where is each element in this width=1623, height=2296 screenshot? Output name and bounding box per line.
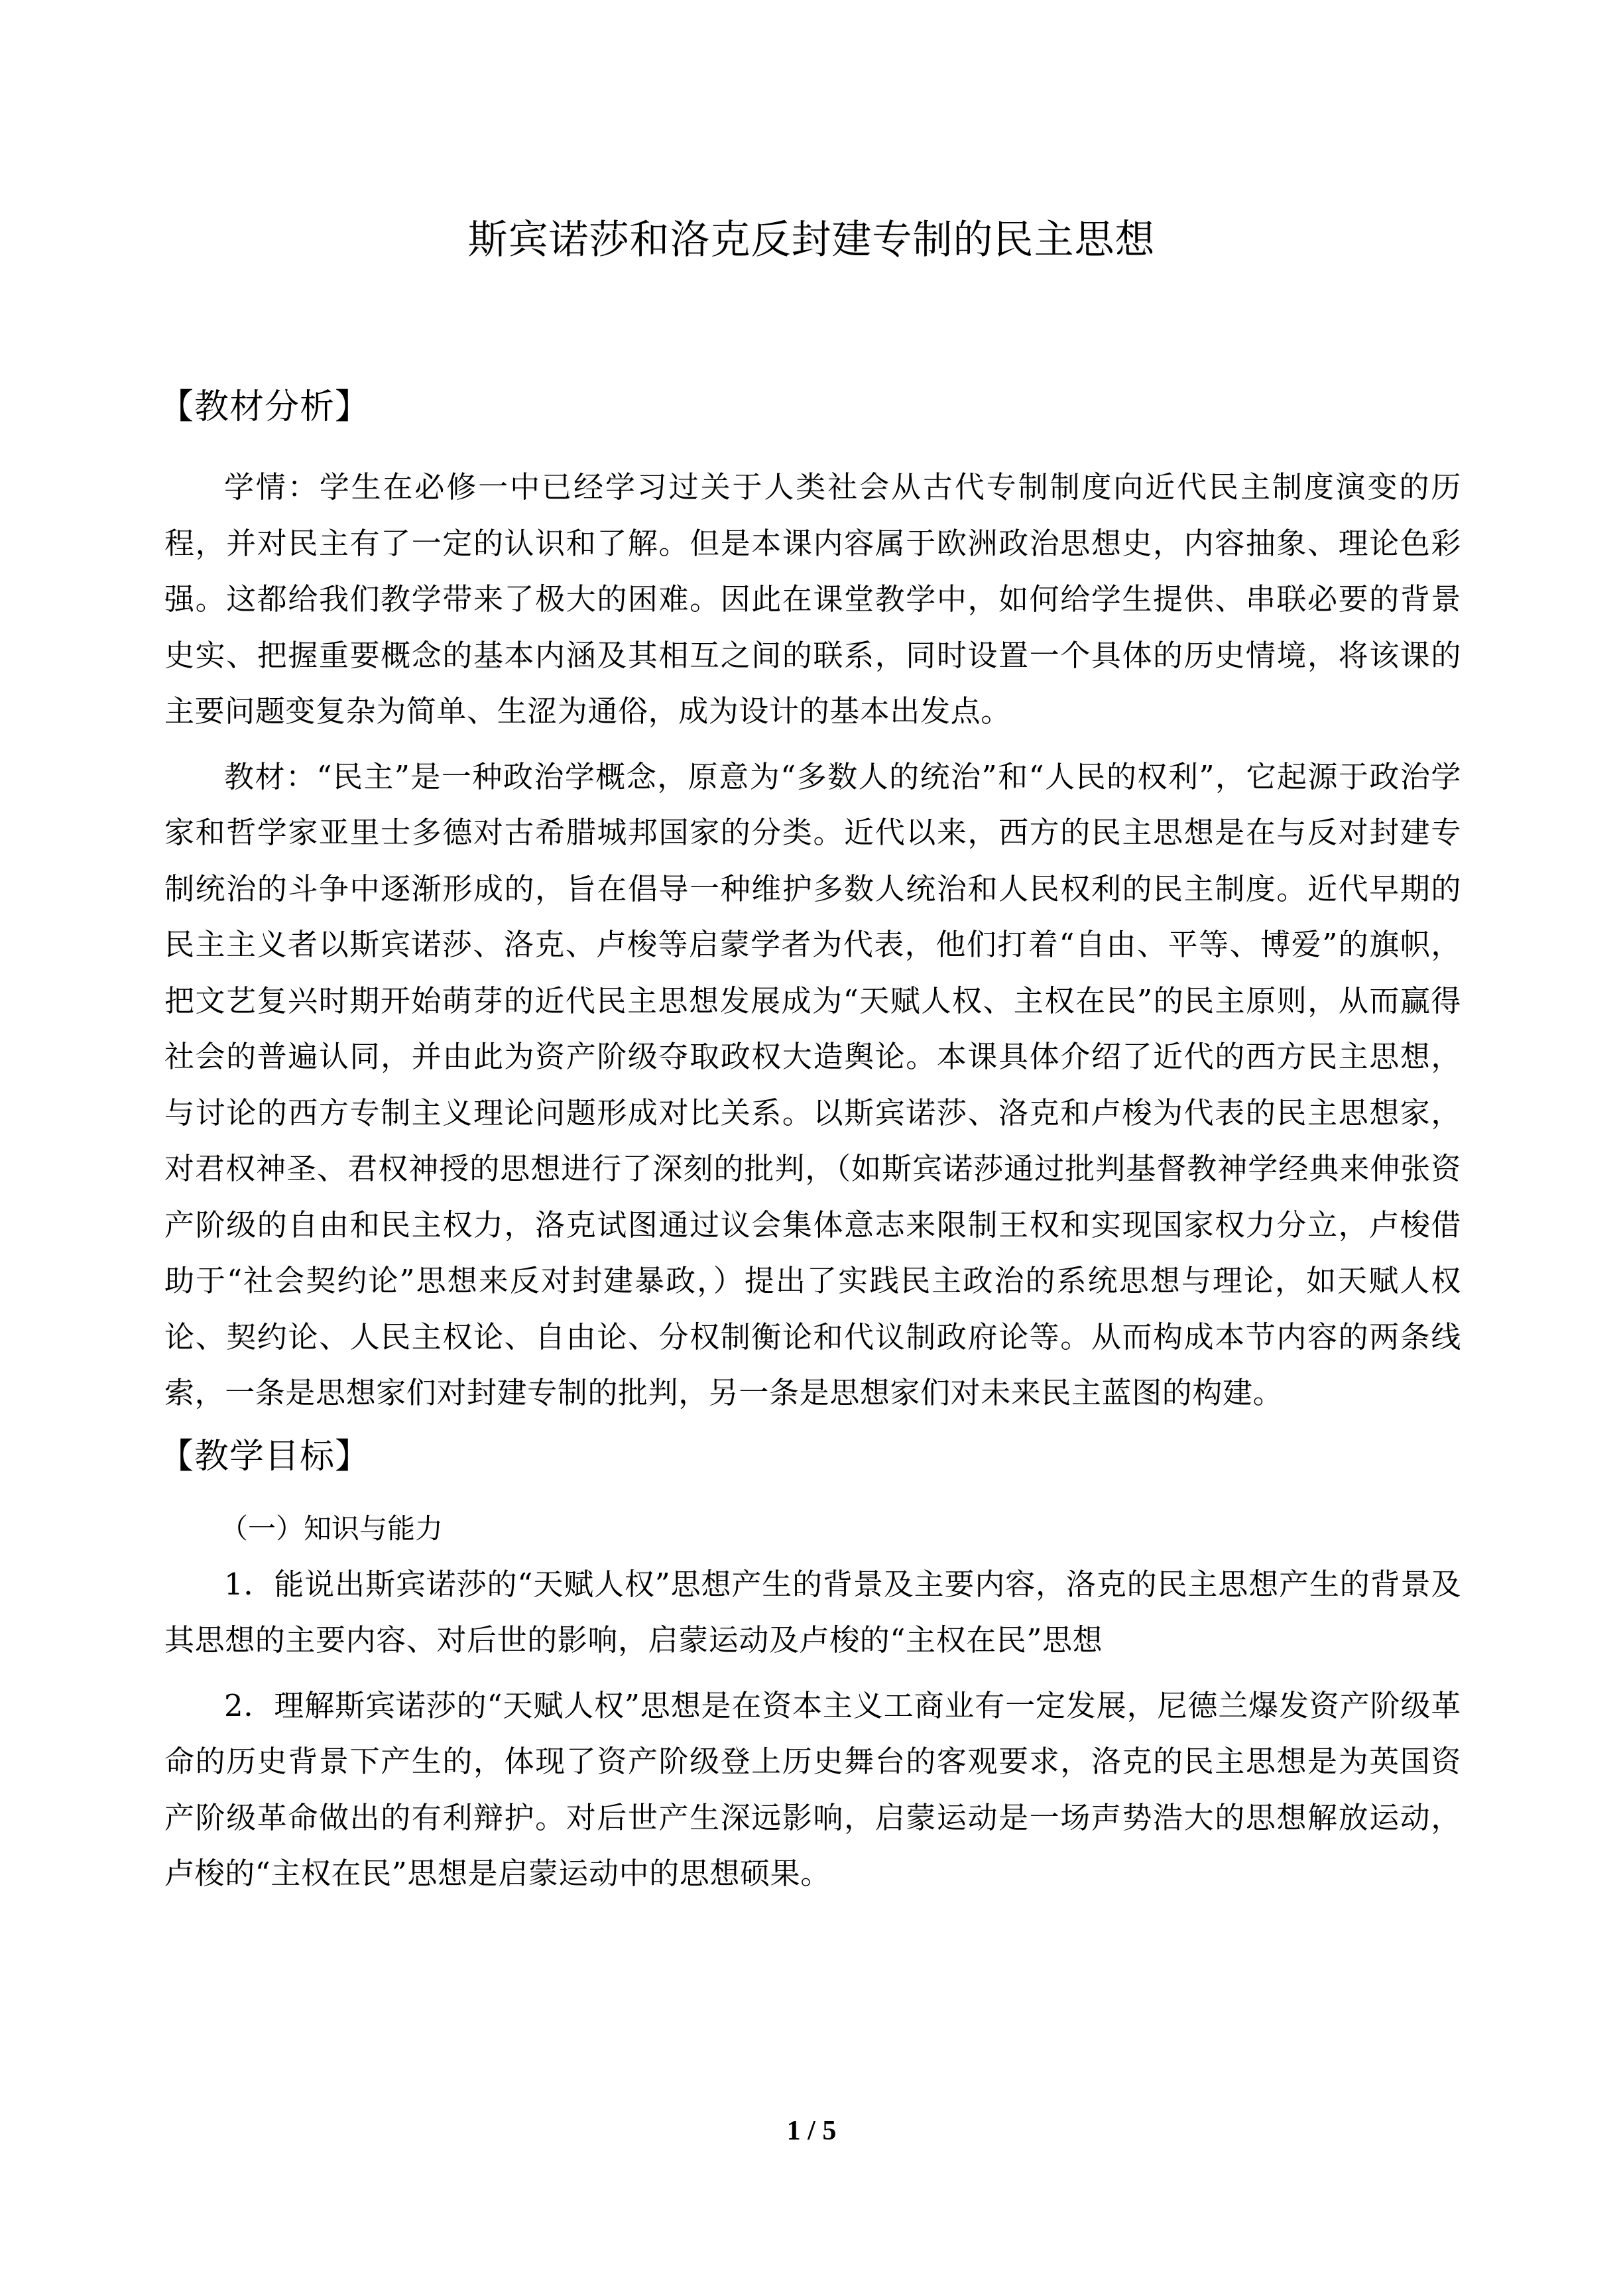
paragraph-textbook: 教材：“民主”是一种政治学概念，原意为“多数人的统治”和“人民的权利”，它起源于政治学家和哲学家亚里士多德对古希腊城邦国家的分类。近代以来，西方的民主思想是在与反对封建专制统治的斗争中逐渐形成的，旨在倡导一种维护多数人统治和人民权利的民主制度。近代早期的民主主义者以斯宾诺莎、洛克、卢梭等启蒙学者为代表，他们打着“自由、平等、博爱”的旗帜，把文艺复兴时期开始萌芽的近代民主思想发展成为“天赋人权、主权在民”的民主原则，从而赢得社会的普遍认同，并由此为资产阶级夺取政权大造舆论。本课具体介绍了近代的西方民主思想，与讨论的西方专制主义理论问题形成对比关系。以斯宾诺莎、洛克和卢梭为代表的民主思想家，对君权神圣、君权神授的思想进行了深刻的批判，（如斯宾诺莎通过批判基督教神学经典来伸张资产阶级的自由和民主权力，洛克试图通过议会集体意志来限制王权和实现国家权力分立，卢梭借助于“社会契约论”思想来反对封建暴政，）提出了实践民主政治的系统思想与理论，如天赋人权论、契约论、人民主权论、自由论、分权制衡论和代议制政府论等。从而构成本节内容的两条线索，一条是思想家们对封建专制的批判，另一条是思想家们对未来民主蓝图的构建。 <box>164 758 1461 1410</box>
page-number: 1 / 5 <box>786 2116 837 2146</box>
section-heading-textbook-analysis: 【教材分析】 <box>159 387 371 427</box>
paragraph-student-situation: 学情：学生在必修一中已经学习过关于人类社会从古代专制制度向近代民主制度演变的历程，并对民主有了一定的认识和了解。但是本课内容属于欧洲政治思想史，内容抽象、理论色彩强。这都给我们教学带来了极大的困难。因此在课堂教学中，如何给学生提供、串联必要的背景史实、把握重要概念的基本内涵及其相互之间的联系，同时设置一个具体的历史情境，将该课的主要问题变复杂为简单、生涩为通俗，成为设计的基本出发点。 <box>164 469 1461 729</box>
paragraph-goal-2: 2．理解斯宾诺莎的“天赋人权”思想是在资本主义工商业有一定发展，尼德兰爆发资产阶级革命的历史背景下产生的，体现了资产阶级登上历史舞台的客观要求，洛克的民主思想是为英国资产阶级革命做出的有利辩护。对后世产生深远影响，启蒙运动是一场声势浩大的思想解放运动，卢梭的“主权在民”思想是启蒙运动中的思想硕果。 <box>164 1687 1461 1891</box>
document-body <box>159 381 1461 1902</box>
section-heading-teaching-goals: 【教学目标】 <box>159 1436 371 1477</box>
document-title: 斯宾诺莎和洛克反封建专制的民主思想 <box>467 217 1156 263</box>
paragraph-goal-1: 1．能说出斯宾诺莎的“天赋人权”思想产生的背景及主要内容，洛克的民主思想产生的背景及其思想的主要内容、对后世的影响，启蒙运动及卢梭的“主权在民”思想 <box>164 1566 1461 1658</box>
subheading-knowledge-ability: （一）知识与能力 <box>220 1512 444 1545</box>
